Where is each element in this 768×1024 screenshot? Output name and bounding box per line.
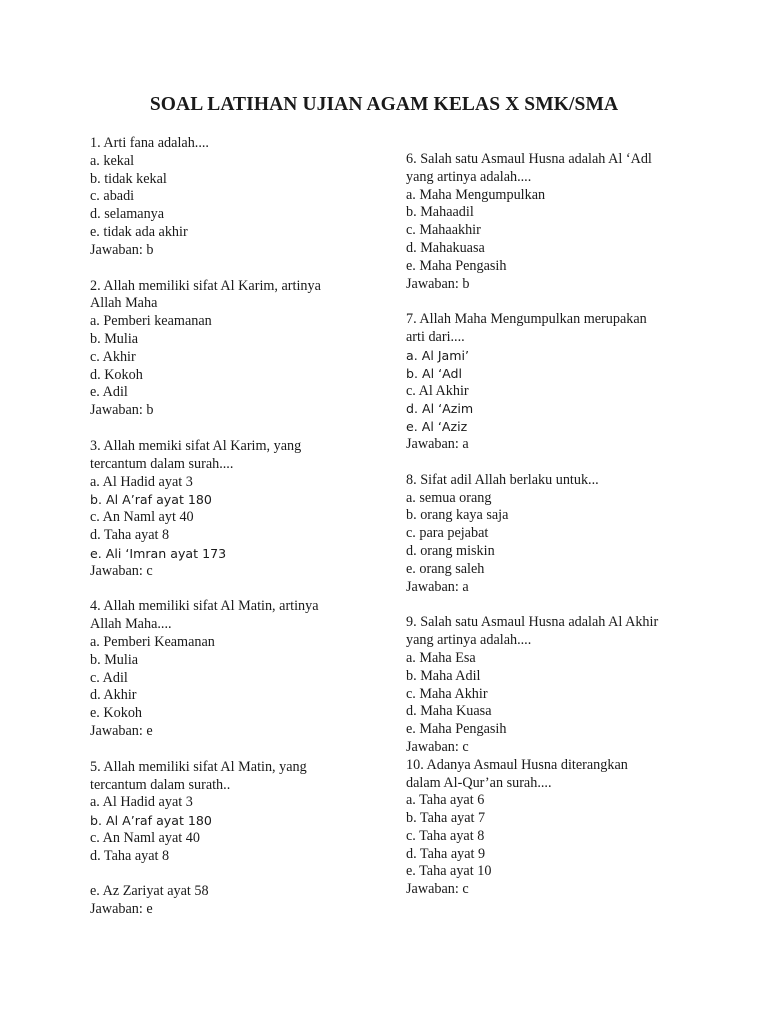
- answer: Jawaban: a: [406, 435, 469, 452]
- option-a: a. Taha ayat 6: [406, 792, 485, 809]
- option-e: e. Adil: [90, 384, 128, 401]
- question-text: tercantum dalam surath..: [90, 776, 231, 793]
- question-text: 8. Sifat adil Allah berlaku untuk...: [406, 471, 599, 488]
- question-text: yang artinya adalah....: [406, 168, 532, 185]
- option-b: b. Mahaadil: [406, 204, 474, 221]
- option-d: d. selamanya: [90, 206, 165, 223]
- question-text: 9. Salah satu Asmaul Husna adalah Al Akhir: [406, 614, 659, 631]
- option-b: b. Mulia: [90, 651, 139, 668]
- option-d: d. Taha ayat 8: [90, 526, 170, 543]
- option-a: a. Pemberi keamanan: [90, 313, 212, 330]
- question-text: yang artinya adalah....: [406, 632, 532, 649]
- page-title: SOAL LATIHAN UJIAN AGAM KELAS X SMK/SMA: [149, 94, 619, 115]
- answer: Jawaban: c: [406, 881, 469, 898]
- option-a: a. Al Hadid ayat 3: [90, 794, 193, 811]
- option-c: c. para pejabat: [406, 525, 489, 542]
- option-e: e. Al ‘Aziz: [406, 419, 468, 435]
- option-b: b. Al ‘Adl: [406, 365, 463, 381]
- question-5: [90, 759, 390, 919]
- option-c: c. An Naml ayat 40: [90, 829, 200, 846]
- question-text: arti dari....: [406, 329, 465, 346]
- question-text: tercantum dalam surah....: [90, 455, 234, 472]
- question-4: [90, 598, 390, 740]
- question-text: 1. Arti fana adalah....: [90, 135, 209, 151]
- question-6: [406, 151, 706, 293]
- option-d: d. orang miskin: [406, 542, 495, 559]
- question-text: 6. Salah satu Asmaul Husna adalah Al ‘Adl: [406, 151, 652, 167]
- question-3: [90, 438, 390, 580]
- option-c: c. Akhir: [90, 348, 136, 365]
- question-text: 7. Allah Maha Mengumpulkan merupakan: [406, 311, 647, 328]
- option-e: e. Taha ayat 10: [406, 863, 492, 880]
- option-d: d. Mahakuasa: [406, 239, 485, 256]
- answer: Jawaban: e: [90, 901, 153, 918]
- option-c: c. Mahaakhir: [406, 222, 481, 239]
- option-a: a. semua orang: [406, 489, 492, 506]
- question-text: dalam Al-Qur’an surah....: [406, 774, 552, 791]
- option-c: c. Taha ayat 8: [406, 827, 485, 844]
- question-1: [90, 135, 390, 260]
- option-a: a. Maha Mengumpulkan: [406, 186, 546, 203]
- option-c: c. Adil: [90, 669, 128, 686]
- question-text: 2. Allah memiliki sifat Al Karim, artinya: [90, 277, 321, 294]
- answer: Jawaban: b: [90, 402, 154, 419]
- option-e: e. orang saleh: [406, 560, 485, 577]
- option-e: e. Ali ‘Imran ayat 173: [90, 545, 227, 561]
- answer: Jawaban: a: [406, 578, 469, 595]
- option-a: a. kekal: [90, 152, 135, 169]
- option-e: e. tidak ada akhir: [90, 223, 188, 240]
- option-a: a. Maha Esa: [406, 649, 476, 666]
- option-e: e. Az Zariyat ayat 58: [90, 883, 209, 900]
- question-text: Allah Maha....: [90, 616, 172, 633]
- option-d: d. Maha Kuasa: [406, 703, 492, 720]
- option-a: a. Al Hadid ayat 3: [90, 473, 193, 490]
- left-column: [90, 135, 390, 919]
- option-b: b. orang kaya saja: [406, 507, 509, 524]
- option-b: b. Al A’raf ayat 180: [90, 813, 212, 829]
- option-e: e. Maha Pengasih: [406, 721, 507, 738]
- option-d: d. Taha ayat 9: [406, 845, 486, 862]
- option-c: c. An Naml ayt 40: [90, 509, 194, 526]
- option-a: a. Pemberi Keamanan: [90, 633, 215, 650]
- question-text: 10. Adanya Asmaul Husna diterangkan: [406, 756, 628, 773]
- option-b: b. Taha ayat 7: [406, 810, 486, 827]
- question-2: [90, 278, 390, 420]
- question-text: Allah Maha: [90, 295, 158, 312]
- question-8: [406, 472, 706, 597]
- answer: Jawaban: e: [90, 722, 153, 739]
- question-9: [406, 614, 706, 756]
- option-d: d. Akhir: [90, 687, 137, 704]
- answer: Jawaban: b: [90, 241, 154, 258]
- option-d: d. Al ‘Azim: [406, 401, 474, 417]
- option-a: a. Al Jami’: [406, 347, 470, 363]
- question-7: [406, 311, 706, 453]
- option-c: c. Al Akhir: [406, 382, 469, 399]
- answer: Jawaban: c: [90, 562, 153, 579]
- option-d: d. Kokoh: [90, 366, 143, 383]
- question-text: 5. Allah memiliki sifat Al Matin, yang: [90, 758, 307, 775]
- option-d: d. Taha ayat 8: [90, 847, 170, 864]
- option-b: b. Al A’raf ayat 180: [90, 492, 212, 508]
- option-e: e. Maha Pengasih: [406, 257, 507, 274]
- option-c: c. abadi: [90, 188, 135, 205]
- option-b: b. Maha Adil: [406, 667, 481, 684]
- question-text: 4. Allah memiliki sifat Al Matin, artinya: [90, 598, 319, 615]
- option-b: b. Mulia: [90, 330, 139, 347]
- question-text: 3. Allah memiki sifat Al Karim, yang: [90, 437, 302, 454]
- option-b: b. tidak kekal: [90, 170, 167, 187]
- question-10: [406, 757, 706, 899]
- right-column: [406, 151, 706, 899]
- answer: Jawaban: b: [406, 275, 470, 292]
- answer: Jawaban: c: [406, 738, 469, 755]
- option-e: e. Kokoh: [90, 705, 143, 722]
- option-c: c. Maha Akhir: [406, 685, 488, 702]
